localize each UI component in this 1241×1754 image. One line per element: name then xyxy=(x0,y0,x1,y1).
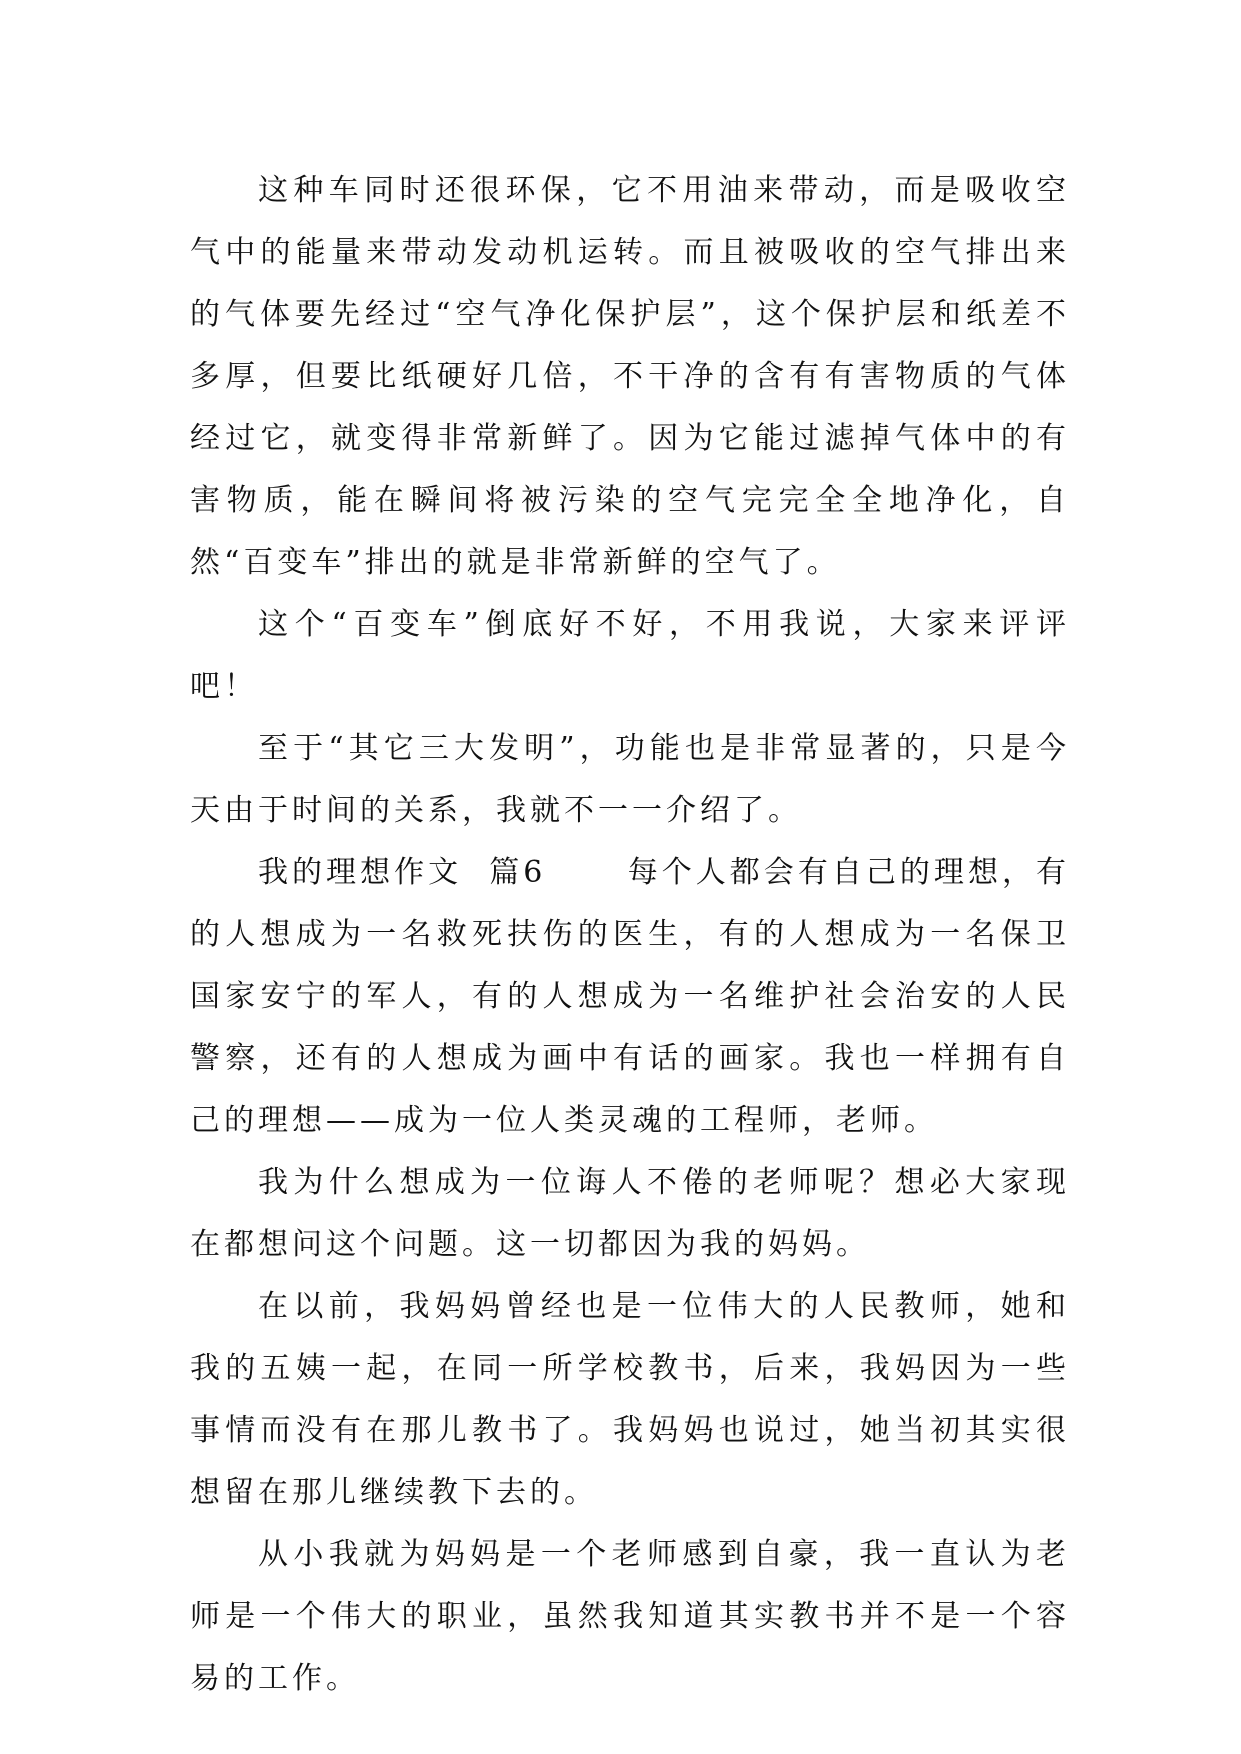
paragraph-6: 在以前，我妈妈曾经也是一位伟大的人民教师，她和我的五姨一起，在同一所学校教书，后来，我妈因为一些事情而没有在那儿教书了。我妈妈也说过，她当初其实很想留在那儿继续教下去的。 xyxy=(190,1289,1070,1510)
paragraph-3: 至于“其它三大发明”，功能也是非常显著的，只是今天由于时间的关系，我就不一一介绍了。 xyxy=(190,731,1070,828)
document-page xyxy=(190,160,1070,1710)
paragraph-2: 这个“百变车”倒底好不好，不用我说，大家来评评吧！ xyxy=(190,607,1070,704)
paragraph-7: 从小我就为妈妈是一个老师感到自豪，我一直认为老师是一个伟大的职业，虽然我知道其实教书并不是一个容易的工作。 xyxy=(190,1537,1070,1696)
paragraph-5: 我为什么想成为一位诲人不倦的老师呢？想必大家现在都想问这个问题。这一切都因为我的妈妈。 xyxy=(190,1165,1070,1262)
paragraph-1: 这种车同时还很环保，它不用油来带动，而是吸收空气中的能量来带动发动机运转。而且被吸收的空气排出来的气体要先经过“空气净化保护层”，这个保护层和纸差不多厚，但要比纸硬好几倍，不干净的含有有害物质的气体经过它，就变得非常新鲜了。因为它能过滤掉气体中的有害物质，能在瞬间将被污染的空气完完全全地净化，自然“百变车”排出的就是非常新鲜的空气了。 xyxy=(190,173,1070,580)
paragraph-4: 我的理想作文 篇6 每个人都会有自己的理想，有的人想成为一名救死扶伤的医生，有的人想成为一名保卫国家安宁的军人，有的人想成为一名维护社会治安的人民警察，还有的人想成为画中有话的画家。我也一样拥有自己的理想——成为一位人类灵魂的工程师，老师。 xyxy=(190,855,1070,1138)
